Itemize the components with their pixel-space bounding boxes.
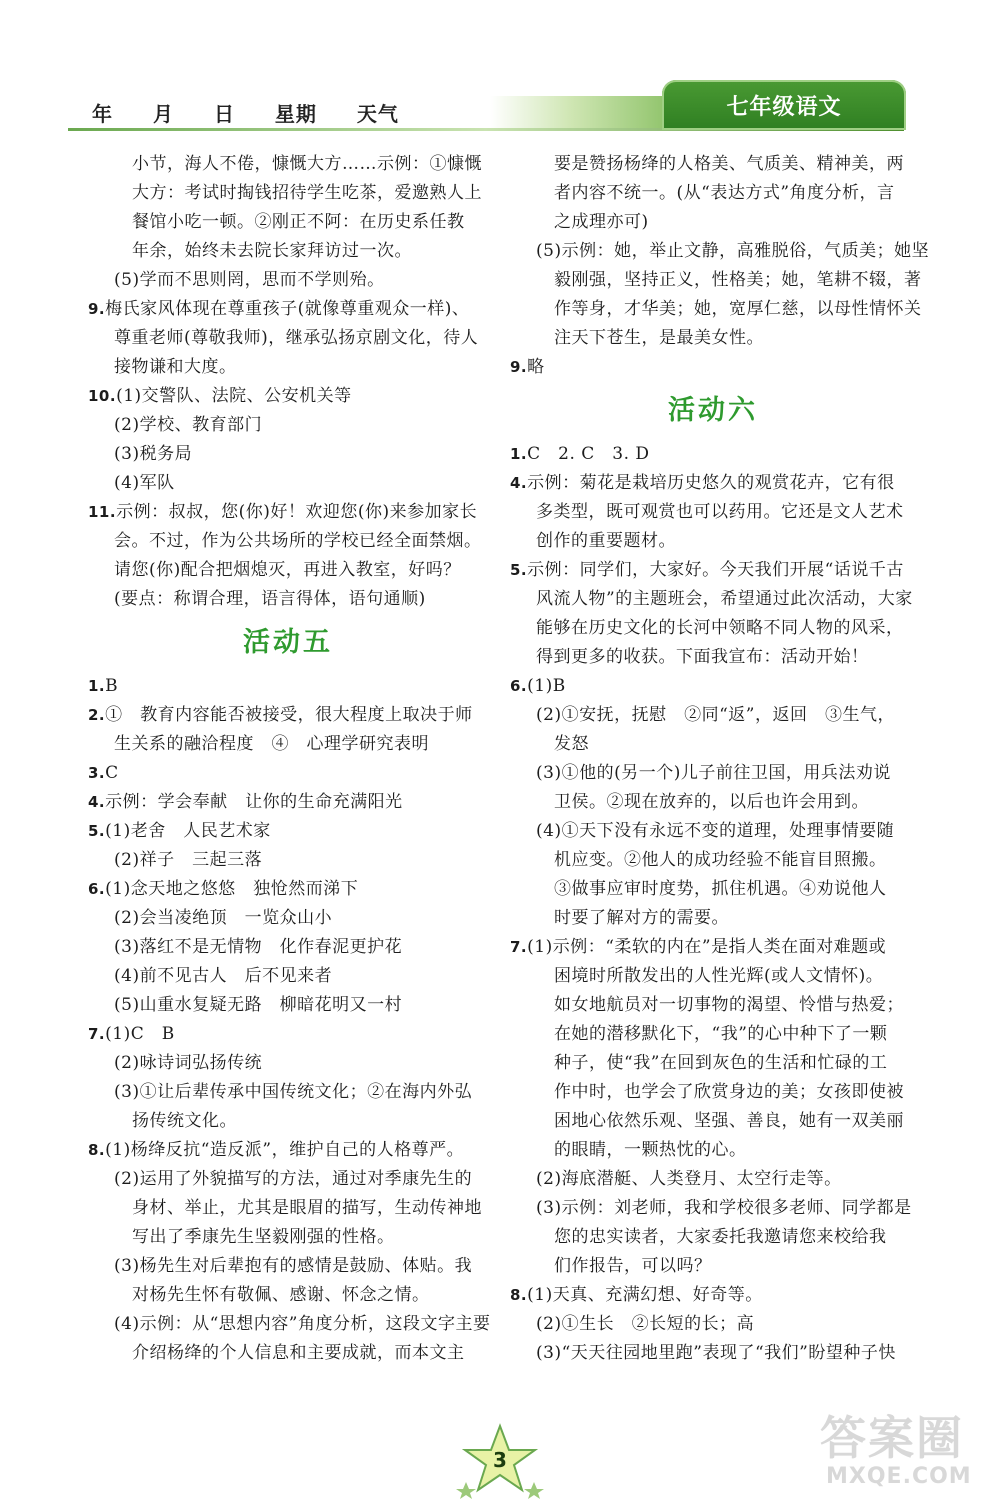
item-text: (1)念天地之悠悠 独怆然而涕下 xyxy=(105,879,359,899)
answer-item xyxy=(88,875,488,904)
answer-line: 种子，使“我”在回到灰色的生活和忙碌的工 xyxy=(554,1053,888,1073)
answer-line: (5)山重水复疑无路 柳暗花明又一村 xyxy=(114,995,403,1015)
answer-item xyxy=(510,469,916,498)
item-text: C 2. C 3. D xyxy=(527,444,650,464)
answer-item xyxy=(88,759,488,788)
item-text: 示例：同学们，大家好。今天我们开展“话说千古 xyxy=(527,560,904,580)
weather-label: 天气 xyxy=(356,102,399,126)
item-text: 示例：学会奉献 让你的生命充满阳光 xyxy=(105,792,403,812)
answer-line: 作等身，才华美；她，宽厚仁慈，以母性情怀关 xyxy=(554,299,922,319)
answer-item xyxy=(88,1020,488,1049)
grade-subject-tab: 七年级语文 xyxy=(662,80,906,130)
answer-line: 请您(你)配合把烟熄灭，再进入教室，好吗？ xyxy=(114,560,461,580)
answer-line: (要点：称谓合理，语言得体，语句通顺) xyxy=(114,589,426,609)
answer-line: (3)“天天往园地里跑”表现了“我们”盼望种子快 xyxy=(536,1343,896,1363)
answer-line: 能够在历史文化的长河中领略不同人物的风采， xyxy=(536,618,904,638)
header-green-gradient xyxy=(490,96,670,128)
item-number: 9. xyxy=(88,300,106,318)
item-text: 示例：叔叔，您(你)好！欢迎您(你)来参加家长 xyxy=(116,502,478,522)
answer-line: 的眼睛，一颗热忱的心。 xyxy=(554,1140,747,1160)
item-text: ① 教育内容能否被接受，很大程度上取决于师 xyxy=(105,705,473,725)
answer-item xyxy=(88,701,488,730)
item-number: 1. xyxy=(88,677,106,695)
answer-item xyxy=(88,498,488,527)
answer-line: (2)会当凌绝顶 一览众山小 xyxy=(114,908,333,928)
item-number: 6. xyxy=(510,677,528,695)
answer-line: (3)①他的(另一个)儿子前往卫国，用兵法劝说 xyxy=(536,763,891,783)
item-number: 10. xyxy=(88,387,117,405)
item-text: (1)C B xyxy=(105,1024,175,1044)
item-text: 梅氏家风体现在尊重孩子(就像尊重观众一样)、 xyxy=(105,299,470,319)
answer-item xyxy=(510,353,916,382)
answer-line: 餐馆小吃一顿。②刚正不阿：在历史系任教 xyxy=(132,212,465,232)
item-number: 9. xyxy=(510,358,528,376)
answer-line: 身材、举止，尤其是眼眉的描写，生动传神地 xyxy=(132,1198,482,1218)
item-number: 6. xyxy=(88,880,106,898)
answer-line: 在她的潜移默化下，“我”的心中种下了一颗 xyxy=(554,1024,888,1044)
month-label: 月 xyxy=(152,102,174,126)
answer-line: 机应变。②他人的成功经验不能盲目照搬。 xyxy=(554,850,887,870)
item-number: 8. xyxy=(510,1286,528,1304)
answer-line: (2)运用了外貌描写的方法，通过对季康先生的 xyxy=(114,1169,473,1189)
item-number: 1. xyxy=(510,445,528,463)
watermark-logo xyxy=(820,1412,990,1500)
item-text: B xyxy=(105,676,119,696)
item-number: 5. xyxy=(88,822,106,840)
answer-line: (2)祥子 三起三落 xyxy=(114,850,263,870)
answer-item xyxy=(510,556,916,585)
answer-line: 尊重老师(尊敬我师)，继承弘扬京剧文化，待人 xyxy=(114,328,479,348)
page-header xyxy=(0,0,1000,140)
item-text: (1)杨绛反抗“造反派”，维护自己的人格尊严。 xyxy=(105,1140,465,1160)
item-text: C xyxy=(105,763,119,783)
watermark-text: 答案圈 xyxy=(820,1411,964,1465)
answer-item xyxy=(510,933,916,962)
answer-line: 毅刚强，坚持正义，性格美；她，笔耕不辍，著 xyxy=(554,270,922,290)
answer-line: 扬传统文化。 xyxy=(132,1111,237,1131)
answer-line: 之成理亦可) xyxy=(554,212,649,232)
answer-line: (4)军队 xyxy=(114,473,175,493)
answer-line: 者内容不统一。(从“表达方式”角度分析，言 xyxy=(554,183,895,203)
date-weather-line xyxy=(92,98,399,127)
answer-line: 接物谦和大度。 xyxy=(114,357,237,377)
answer-line: 年余，始终未去院长家拜访过一次。 xyxy=(132,241,412,261)
watermark-url: MXQE.COM xyxy=(826,1464,972,1489)
item-text: (1)天真、充满幻想、好奇等。 xyxy=(527,1285,763,1305)
answer-item xyxy=(510,1281,916,1310)
answer-item xyxy=(510,440,916,469)
answer-line: 您的忠实读者，大家委托我邀请您来校给我 xyxy=(554,1227,887,1247)
answer-line: 们作报告，可以吗？ xyxy=(554,1256,712,1276)
answer-line: 卫侯。②现在放弃的，以后也许会用到。 xyxy=(554,792,869,812)
item-text: 略 xyxy=(527,357,545,377)
answer-line: (4)示例：从“思想内容”角度分析，这段文字主要 xyxy=(114,1314,491,1334)
answer-line: (4)①天下没有永远不变的道理，处理事情要随 xyxy=(536,821,895,841)
answer-line: 时要了解对方的需要。 xyxy=(554,908,729,928)
item-number: 7. xyxy=(510,938,528,956)
item-text: (1)交警队、法院、公安机关等 xyxy=(116,386,352,406)
item-number: 4. xyxy=(88,793,106,811)
item-number: 7. xyxy=(88,1025,106,1043)
item-number: 4. xyxy=(510,474,528,492)
answer-line: 得到更多的收获。下面我宣布：活动开始！ xyxy=(536,647,869,667)
answer-line: 困地心依然乐观、坚强、善良，她有一双美丽 xyxy=(554,1111,904,1131)
answer-line: 创作的重要题材。 xyxy=(536,531,676,551)
answer-line: 写出了季康先生坚毅刚强的性格。 xyxy=(132,1227,395,1247)
answer-line: (3)示例：刘老师，我和学校很多老师、同学都是 xyxy=(536,1198,912,1218)
answer-line: 风流人物”的主题班会，希望通过此次活动，大家 xyxy=(536,589,913,609)
answer-item xyxy=(88,382,488,411)
answer-line: (3)落红不是无情物 化作春泥更护花 xyxy=(114,937,403,957)
section-heading: 活动六 xyxy=(668,395,758,426)
answer-line: (5)学而不思则罔，思而不学则殆。 xyxy=(114,270,385,290)
answer-line: (2)学校、教育部门 xyxy=(114,415,263,435)
item-text: 示例：菊花是栽培历史悠久的观赏花卉，它有很 xyxy=(527,473,895,493)
answer-line: 要是赞扬杨绛的人格美、气质美、精神美，两 xyxy=(554,154,904,174)
answer-line: 困境时所散发出的人性光辉(或人文情怀)。 xyxy=(554,966,884,986)
answer-line: (2)①安抚，抚慰 ②同“返”，返回 ③生气， xyxy=(536,705,895,725)
answer-item xyxy=(88,672,488,701)
answer-item xyxy=(88,788,488,817)
item-number: 8. xyxy=(88,1141,106,1159)
answer-line: (4)前不见古人 后不见来者 xyxy=(114,966,333,986)
answer-line: (5)示例：她，举止文静，高雅脱俗，气质美；她坚 xyxy=(536,241,930,261)
answer-line: (3)杨先生对后辈抱有的感情是鼓励、体贴。我 xyxy=(114,1256,473,1276)
answer-line: 多类型，既可观赏也可以药用。它还是文人艺术 xyxy=(536,502,904,522)
answer-line: (3)①让后辈传承中国传统文化；②在海内外弘 xyxy=(114,1082,473,1102)
day-label: 日 xyxy=(213,102,235,126)
page-number: 3 xyxy=(493,1448,507,1472)
answer-item xyxy=(88,295,488,324)
answer-line: (2)①生长 ②长短的长；高 xyxy=(536,1314,755,1334)
item-number: 5. xyxy=(510,561,528,579)
answer-line: ③做事应审时度势，抓住机遇。④劝说他人 xyxy=(554,879,887,899)
answer-line: (3)税务局 xyxy=(114,444,193,464)
item-text: (1)老舍 人民艺术家 xyxy=(105,821,271,841)
item-number: 2. xyxy=(88,706,106,724)
answer-line: (2)咏诗词弘扬传统 xyxy=(114,1053,263,1073)
item-number: 3. xyxy=(88,764,106,782)
answer-item xyxy=(510,672,916,701)
page-number-badge xyxy=(452,1420,548,1500)
answer-line: 大方：考试时掏钱招待学生吃茶，爱邀熟人上 xyxy=(132,183,482,203)
answer-line: 会。不过，作为公共场所的学校已经全面禁烟。 xyxy=(114,531,482,551)
right-column xyxy=(510,150,930,1368)
answer-line: 介绍杨绛的个人信息和主要成就，而本文主 xyxy=(132,1343,465,1363)
answer-line: 生关系的融洽程度 ④ 心理学研究表明 xyxy=(114,734,429,754)
weekday-label: 星期 xyxy=(274,102,317,126)
item-number: 11. xyxy=(88,503,117,521)
answer-line: 小节，海人不倦，慷慨大方……示例：①慷慨 xyxy=(132,154,482,174)
answer-line: 注天下苍生，是最美女性。 xyxy=(554,328,764,348)
left-column xyxy=(88,150,491,1368)
item-text: (1)B xyxy=(527,676,566,696)
answer-line: (2)海底潜艇、人类登月、太空行走等。 xyxy=(536,1169,842,1189)
answer-item xyxy=(88,1136,488,1165)
section-heading: 活动五 xyxy=(243,627,333,658)
answer-line: 作中时，也学会了欣赏身边的美；女孩即使被 xyxy=(554,1082,904,1102)
answer-item xyxy=(88,817,488,846)
item-text: (1)示例：“柔软的内在”是指人类在面对难题或 xyxy=(527,937,887,957)
answer-line: 发怒 xyxy=(554,734,589,754)
answer-line: 对杨先生怀有敬佩、感谢、怀念之情。 xyxy=(132,1285,430,1305)
year-label: 年 xyxy=(92,102,113,126)
answer-line: 如女地航员对一切事物的渴望、怜惜与热爱； xyxy=(554,995,904,1015)
